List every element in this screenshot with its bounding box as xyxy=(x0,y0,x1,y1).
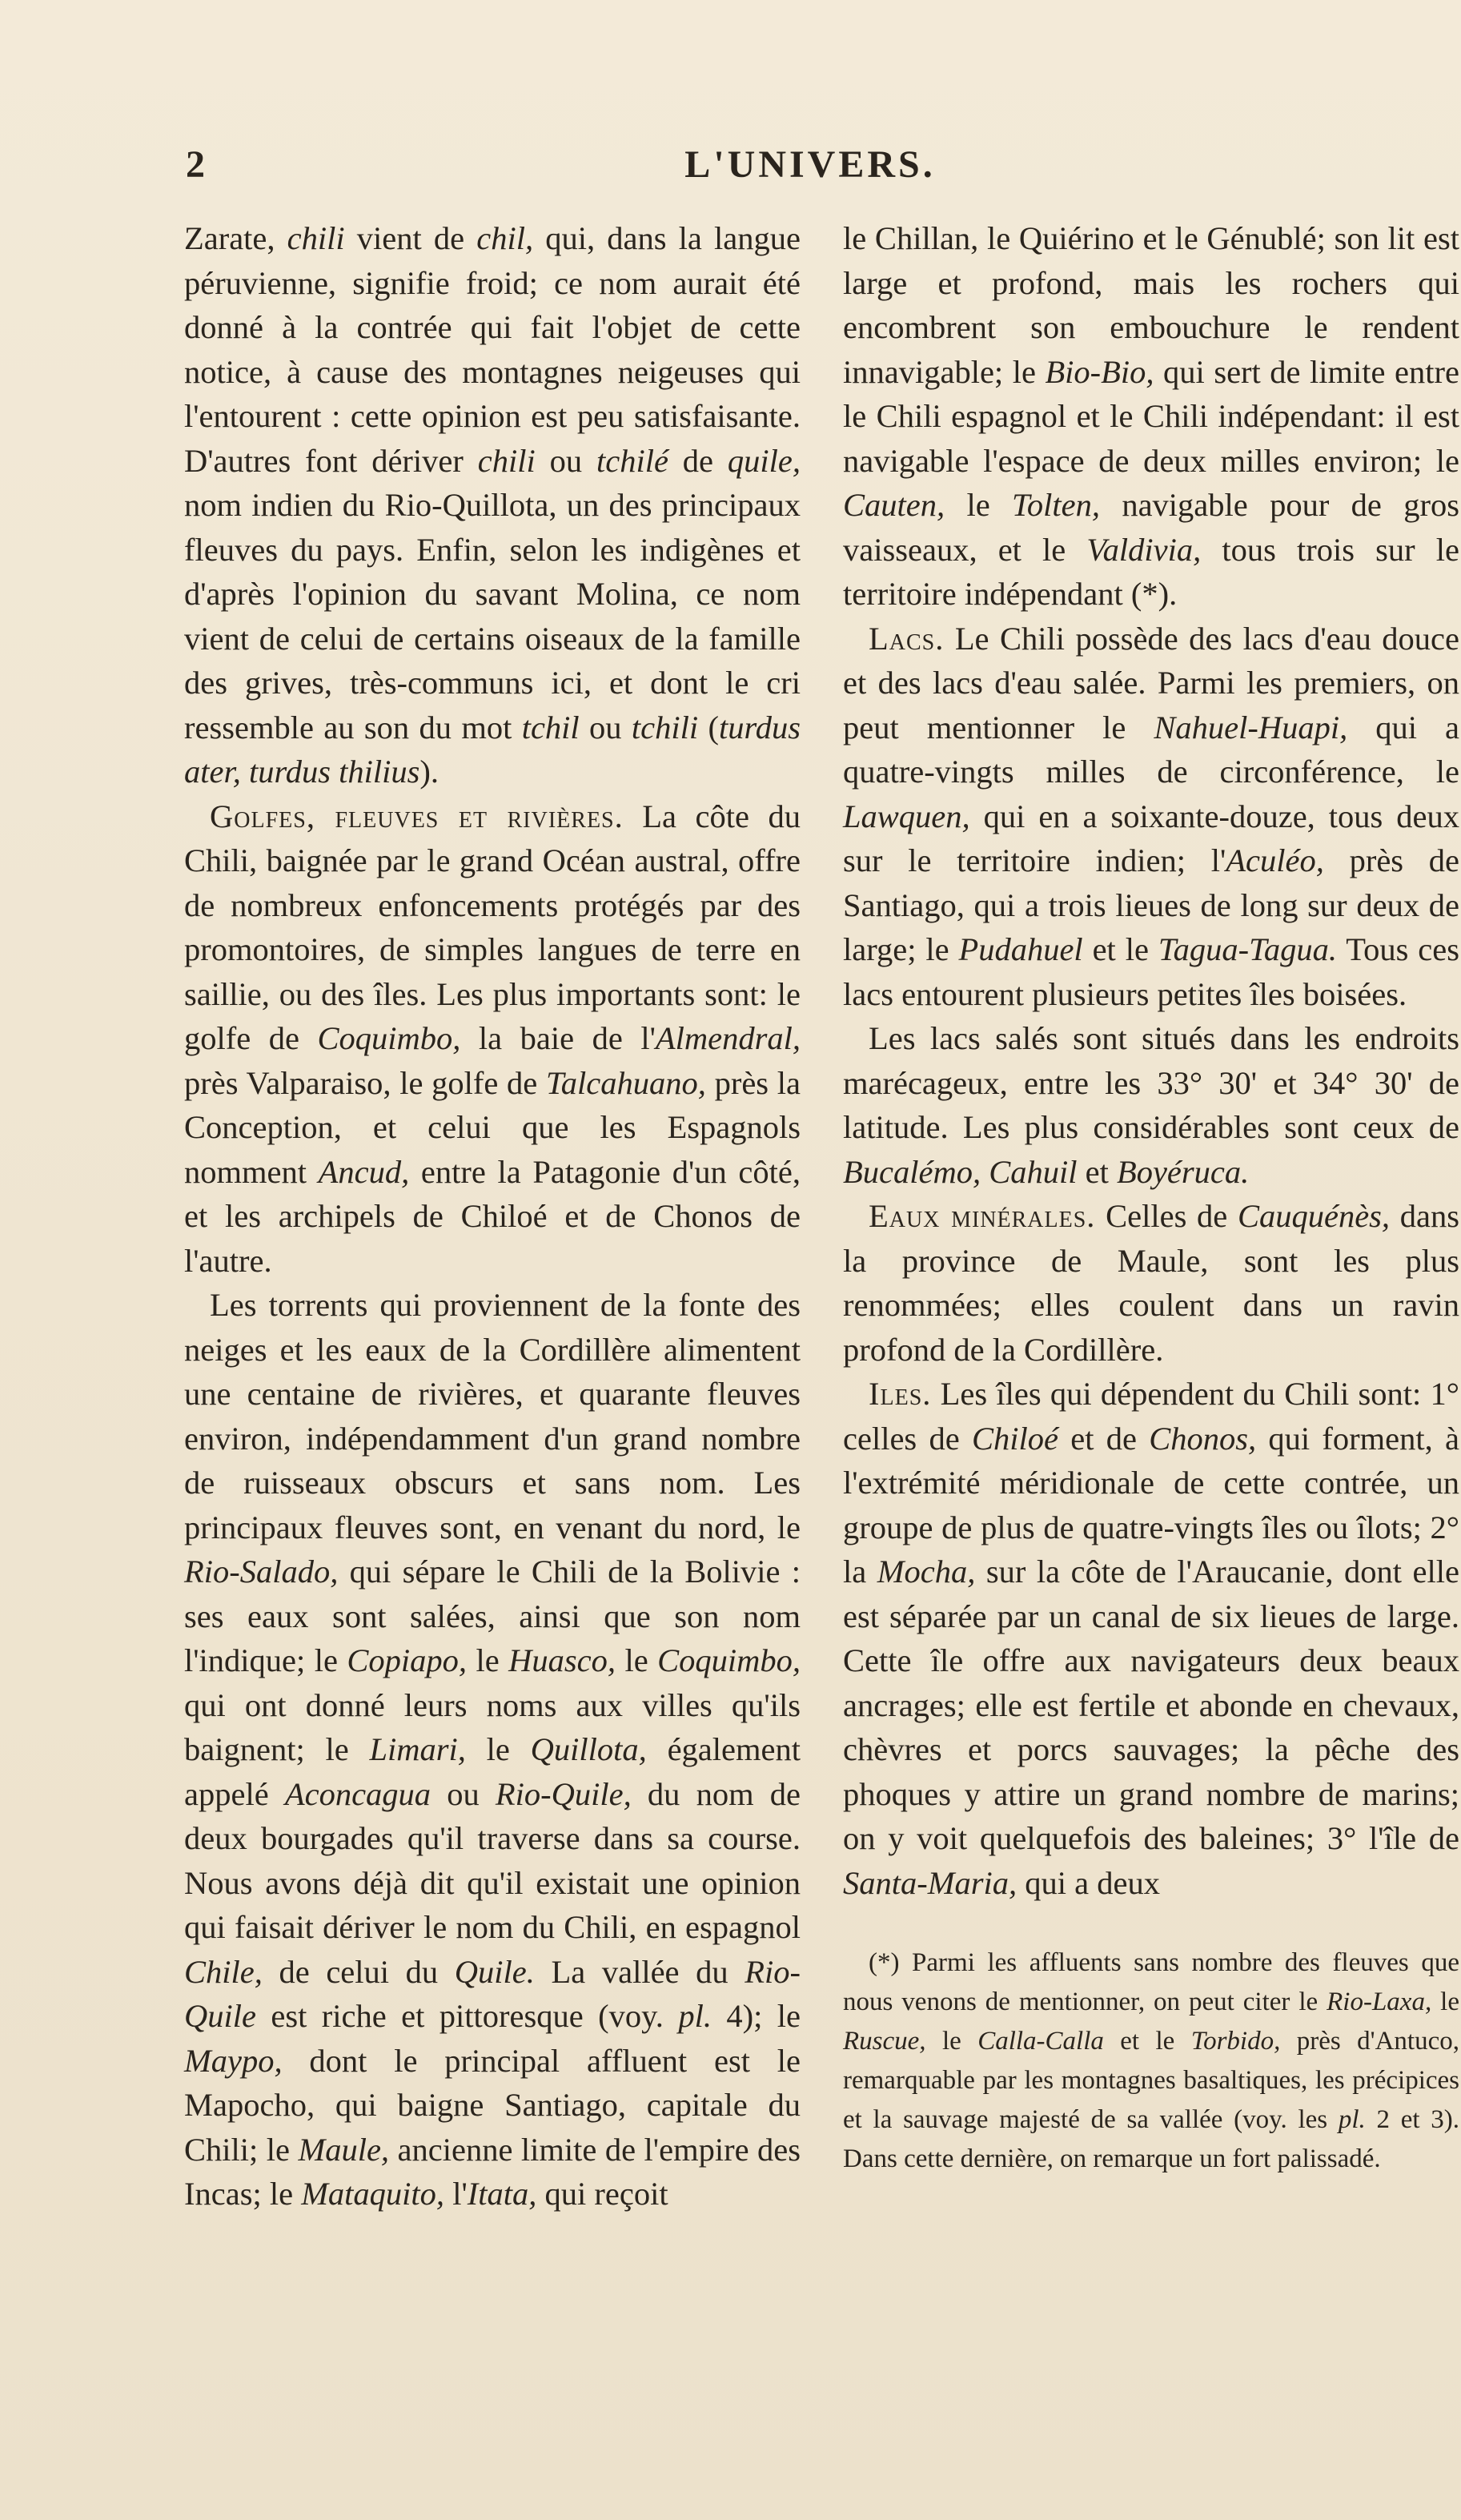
section-heading: Iles. xyxy=(869,1376,932,1412)
paragraph-lacs: Lacs. Le Chili possède des lacs d'eau douce et des lacs d'eau salée. Parmi les premiers, on peut mentionner le Nahuel-Huapi, qui a quatre-vingts milles de circonférence, le Lawquen, qui en a soixante-douze, tous deux sur le territoire indien; l'Aculéo, près de Santiago, qui a trois lieues de long sur deux de large; le Pudahuel et le Tagua-Tagua. Tous ces lacs entourent plusieurs petites îles boisées. xyxy=(843,620,1460,1012)
section-heading: Lacs. xyxy=(869,620,945,657)
page-number: 2 xyxy=(186,143,205,186)
right-column xyxy=(843,216,1459,2179)
paragraph-iles: Iles. Les îles qui dépendent du Chili sont: 1° celles de Chiloé et de Chonos, qui forment, à l'extrémité méridionale de cette contrée, un groupe de plus de quatre-vingts îles ou îlots; 2° la Mocha, sur la côte de l'Araucanie, dont elle est séparée par un canal de six lieues de large. Cette île offre aux navigateurs deux beaux ancrages; elle est fertile et abonde en chevaux, chèvres et porcs sauvages; la pêche des phoques y attire un grand nombre de marins; on y voit quelquefois des baleines; 3° l'île de Santa-Maria, qui a deux xyxy=(843,1376,1460,1901)
section-heading: Golfes, fleuves et rivières. xyxy=(210,798,624,834)
section-heading: Eaux minérales. xyxy=(869,1198,1096,1234)
footnote: (*) Parmi les affluents sans nombre des fleuves que nous venons de mentionner, on peut citer le Rio-Laxa, le Ruscue, le Calla-Calla et le Torbido, près d'Antuco, remarquable par les montagnes basaltiques, les précipices et la sauvage majesté de sa vallée (voy. les pl. 2 et 3). Dans cette dernière, on remarque un fort palissadé. xyxy=(843,1948,1459,2173)
paragraph-rivers-continued: le Chillan, le Quiérino et le Génublé; son lit est large et profond, mais les rochers qui encombrent son embouchure le rendent innavigable; le Bio-Bio, qui sert de limite entre le Chili espagnol et le Chili indépendant: il est navigable l'espace de deux milles environ; le Cauten, le Tolten, navigable pour de gros vaisseaux, et le Valdivia, tous trois sur le territoire indépendant (*). xyxy=(843,220,1459,612)
paragraph-golfes: Golfes, fleuves et rivières. La côte du Chili, baignée par le grand Océan austral, offre de nombreux enfoncements protégés par des promontoires, de simples langues de terre en saillie, ou des îles. Les plus importants sont: le golfe de Coquimbo, la baie de l'Almendral, près Valparaiso, le golfe de Talcahuano, près la Conception, et celui que les Espagnols nomment Ancud, entre la Patagonie d'un côté, et les archipels de Chiloé et de Chonos de l'autre. xyxy=(184,798,801,1279)
paragraph-lacs-sales: Les lacs salés sont situés dans les endroits marécageux, entre les 33° 30' et 34° 30' de latitude. Les plus considérables sont ceux de Bucalémo, Cahuil et Boyéruca. xyxy=(843,1020,1459,1190)
left-column xyxy=(184,216,801,2217)
paragraph-etymology: Zarate, chili vient de chil, qui, dans la langue péruvienne, signifie froid; ce nom aurait été donné à la contrée qui fait l'objet de cette notice, à cause des montagnes neigeuses qui l'entourent : cette opinion est peu satisfaisante. D'autres font dériver chili ou tchilé de quile, nom indien du Rio-Quillota, un des principaux fleuves du pays. Enfin, selon les indigènes et d'après l'opinion du savant Molina, ce nom vient de celui de certains oiseaux de la famille des grives, très-communs ici, et dont le cri ressemble au son du mot tchil ou tchili (turdus ater, turdus thilius). xyxy=(184,220,801,790)
paragraph-eaux-minerales: Eaux minérales. Celles de Cauquénès, dans la province de Maule, sont les plus renommées; elles coulent dans un ravin profond de la Cordillère. xyxy=(843,1198,1459,1368)
paragraph-fleuves: Les torrents qui proviennent de la fonte des neiges et les eaux de la Cordillère alimentent une centaine de rivières, et quarante fleuves environ, indépendamment d'un grand nombre de ruisseaux obscurs et sans nom. Les principaux fleuves sont, en venant du nord, le Rio-Salado, qui sépare le Chili de la Bolivie : ses eaux sont salées, ainsi que son nom l'indique; le Copiapo, le Huasco, le Coquimbo, qui ont donné leurs noms aux villes qu'ils baignent; le Limari, le Quillota, également appelé Aconcagua ou Rio-Quile, du nom de deux bourgades qu'il traverse dans sa course. Nous avons déjà dit qu'il existait une opinion qui faisait dériver le nom du Chili, en espagnol Chile, de celui du Quile. La vallée du Rio-Quile est riche et pittoresque (voy. pl. 4); le Maypo, dont le principal affluent est le Mapocho, qui baigne Santiago, capitale du Chili; le Maule, ancienne limite de l'empire des Incas; le Mataquito, l'Itata, qui reçoit xyxy=(184,1287,801,2212)
page-header xyxy=(186,143,1435,199)
running-title: L'UNIVERS. xyxy=(684,143,936,186)
